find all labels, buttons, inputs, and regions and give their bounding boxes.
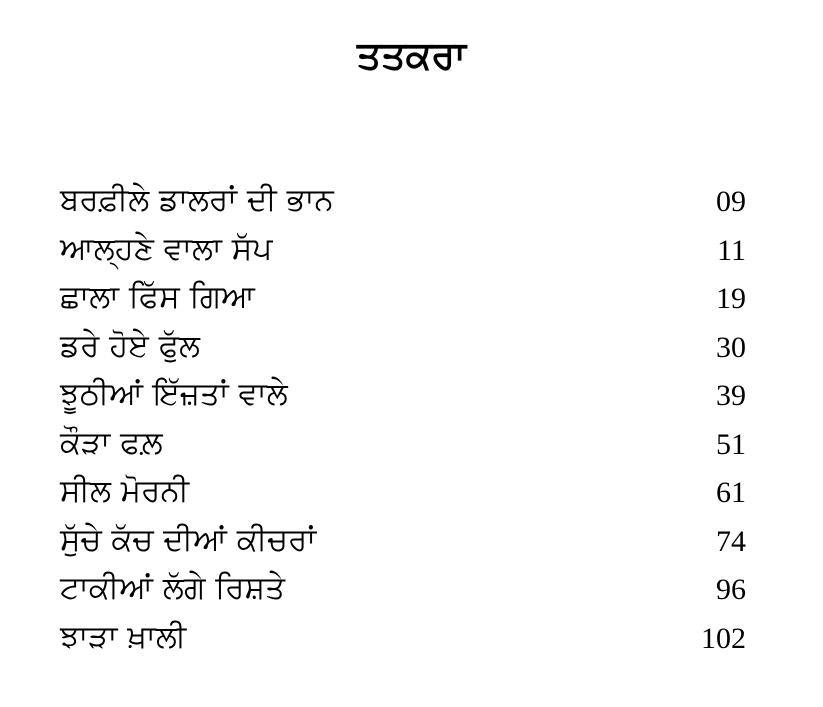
toc-entry-title: ਕੌੜਾ ਫਲ਼	[60, 424, 163, 461]
toc-entry-title: ਸੁੱਚੇ ਕੱਚ ਦੀਆਂ ਕੀਚਰਾਂ	[60, 521, 317, 558]
table-of-contents	[60, 176, 760, 661]
toc-entry-page-number: 74	[716, 524, 746, 558]
toc-entry-title: ਝਾੜਾ ਖ਼ਾਲੀ	[60, 618, 187, 655]
toc-entry-title: ਛਾਲਾ ਫਿੱਸ ਗਿਆ	[60, 279, 255, 315]
toc-entry	[60, 225, 760, 274]
toc-entry	[60, 419, 760, 468]
toc-entry-page-number: 11	[717, 233, 746, 267]
toc-entry-page-number: 30	[716, 330, 746, 364]
toc-entry-page-number: 19	[716, 282, 746, 315]
toc-entry-title: ਟਾਕੀਆਂ ਲੱਗੇ ਰਿਸ਼ਤੇ	[60, 570, 285, 606]
toc-entry-title: ਆਲ੍ਹਣੇ ਵਾਲਾ ਸੱਪ	[60, 230, 273, 267]
toc-entry-page-number: 39	[716, 379, 746, 412]
toc-entry	[60, 370, 760, 419]
page-title: ਤਤਕਰਾ	[357, 33, 466, 77]
toc-entry-page-number: 96	[716, 573, 746, 606]
toc-entry-title: ਝੂਠੀਆਂ ਇੱਜ਼ਤਾਂ ਵਾਲੇ	[60, 376, 288, 412]
toc-entry	[60, 322, 760, 371]
toc-entry-page-number: 102	[701, 621, 746, 655]
toc-entry	[60, 467, 760, 516]
toc-entry	[60, 273, 760, 322]
toc-entry-page-number: 61	[716, 476, 746, 509]
toc-entry-title: ਡਰੇ ਹੋਏ ਫੁੱਲ	[60, 327, 200, 364]
toc-entry	[60, 613, 760, 662]
toc-entry-title: ਸੀਲ ਮੋਰਨੀ	[60, 473, 190, 509]
toc-entry	[60, 176, 760, 225]
toc-entry-title: ਬਰਫ਼ੀਲੇ ਡਾਲਰਾਂ ਦੀ ਭਾਨ	[60, 182, 334, 218]
toc-entry	[60, 564, 760, 613]
toc-entry-page-number: 09	[716, 185, 746, 218]
toc-entry	[60, 516, 760, 565]
toc-entry-page-number: 51	[716, 427, 746, 461]
